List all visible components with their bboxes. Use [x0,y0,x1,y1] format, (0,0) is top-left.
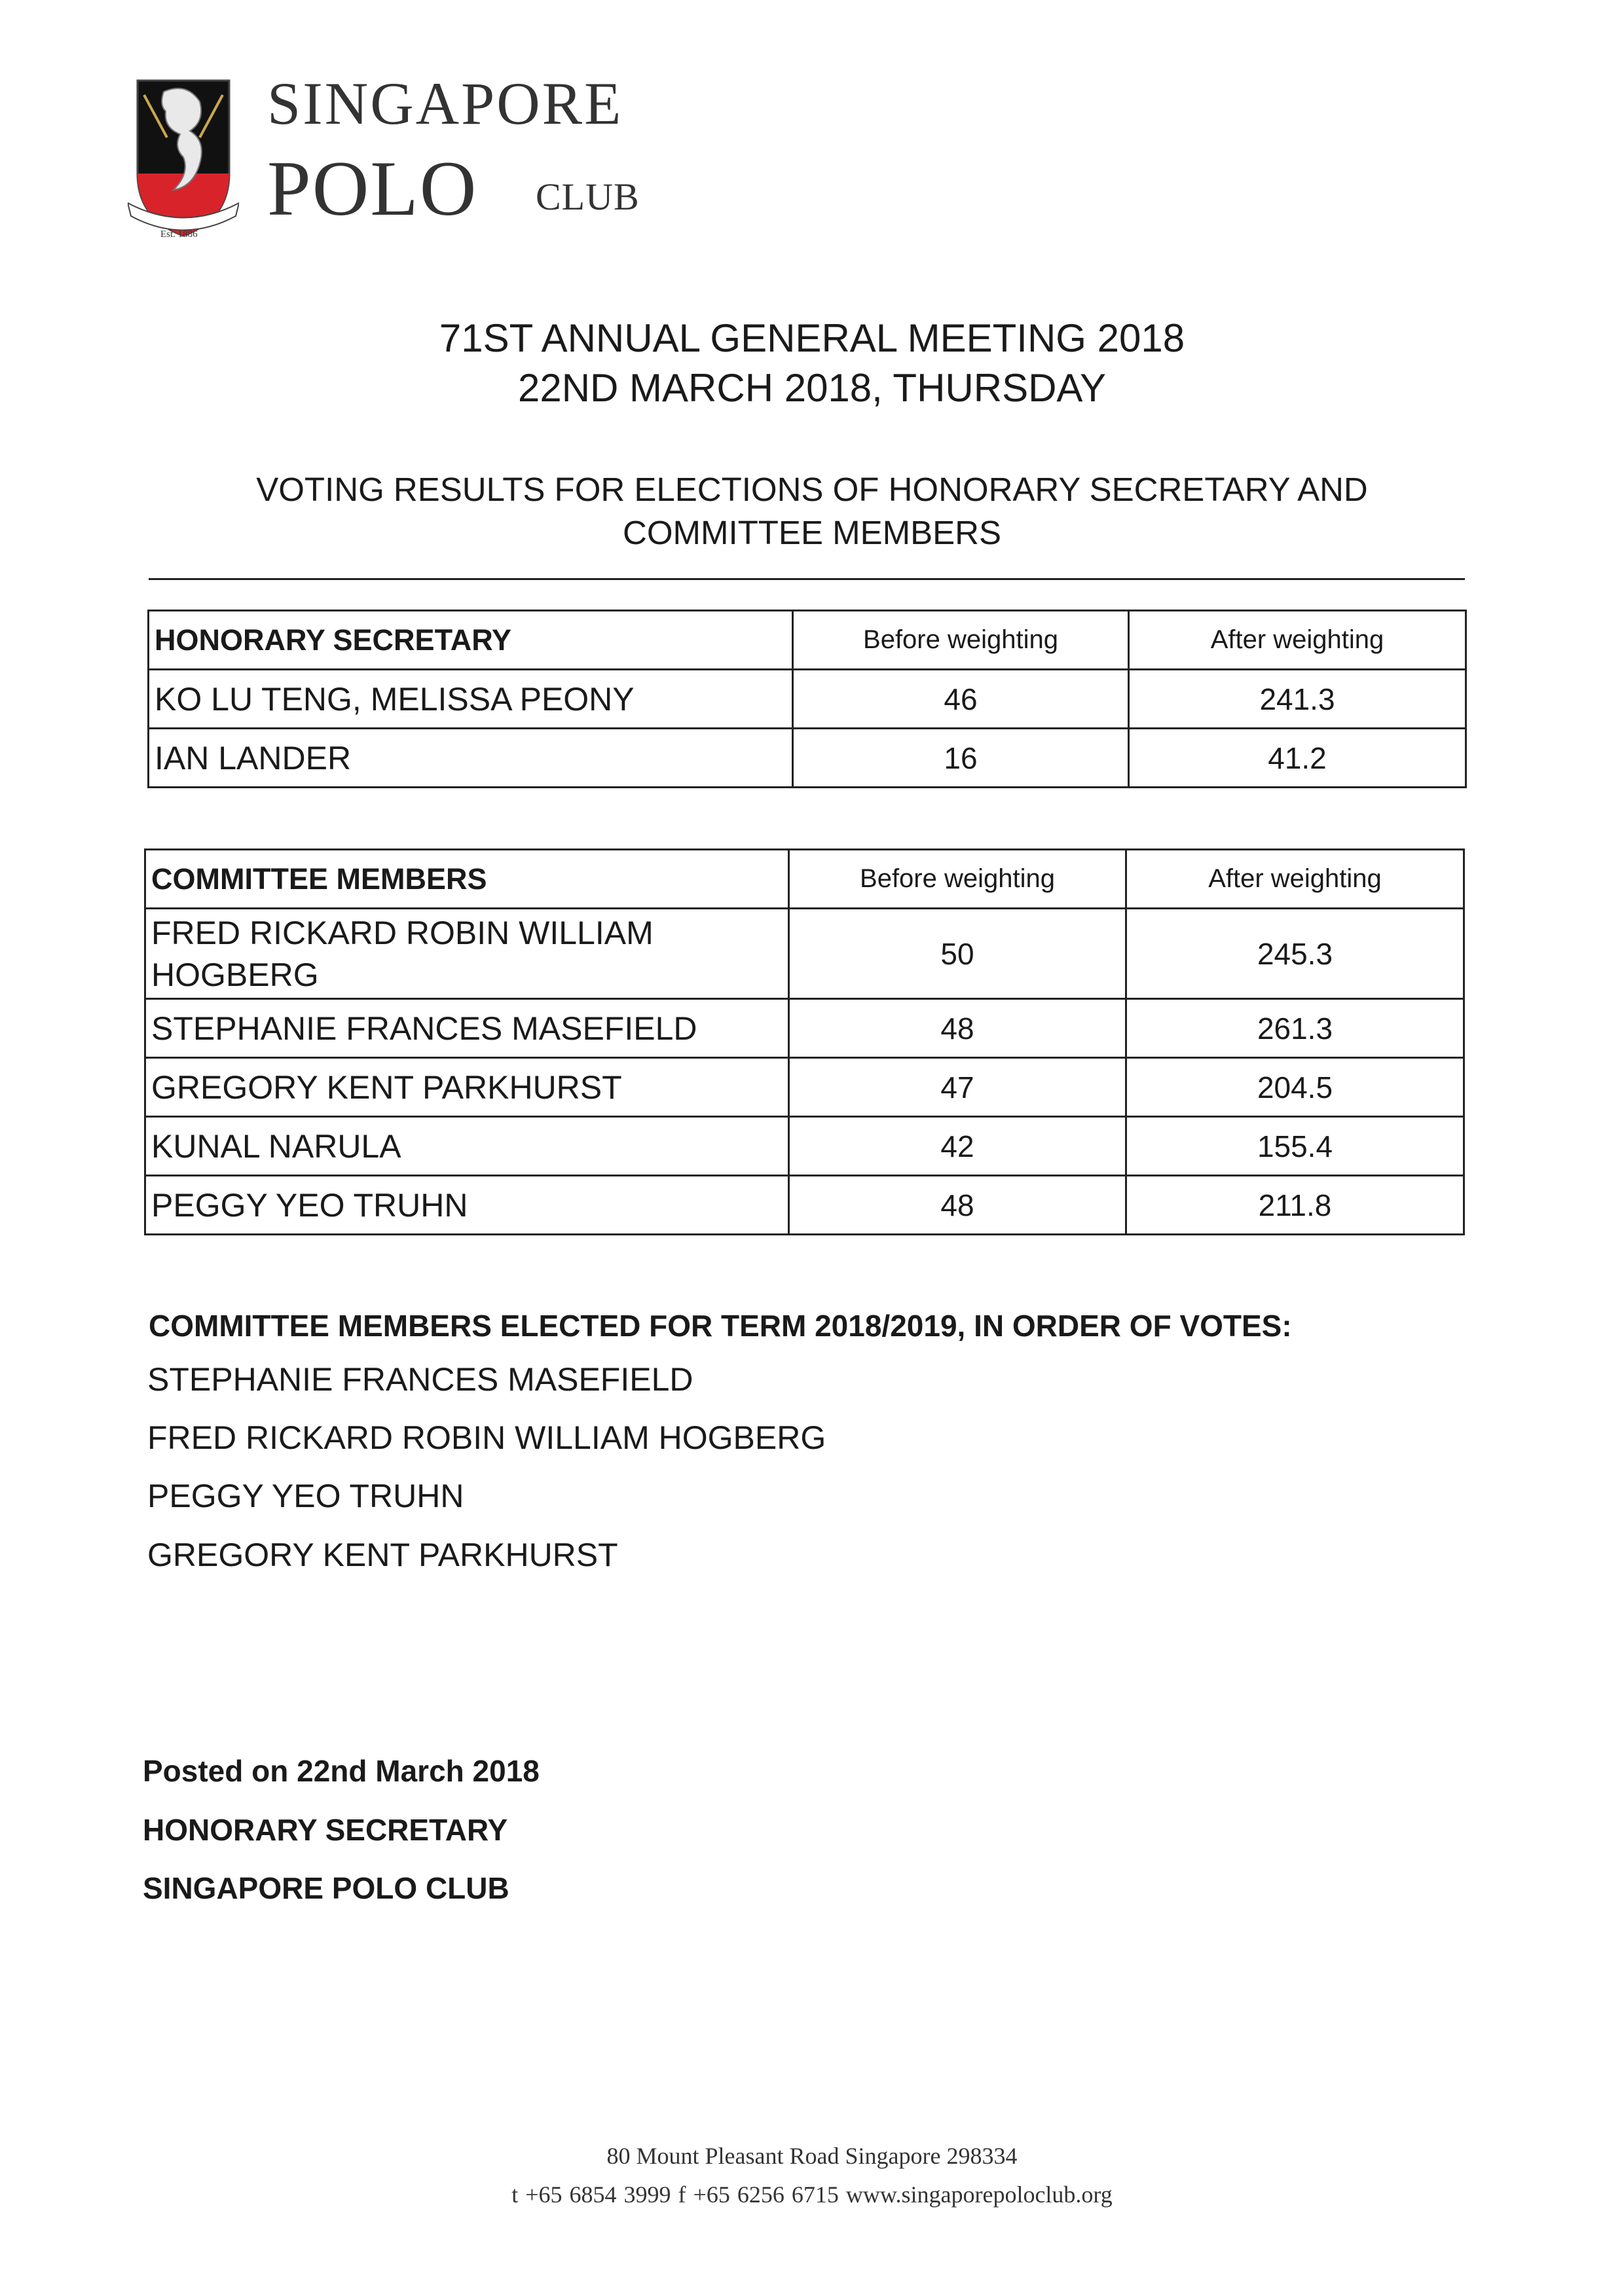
table-row [145,999,1464,1058]
candidate-name: KO LU TENG, MELISSA PEONY [149,670,793,729]
table-header-row [145,850,1464,909]
candidate-name-line1: FRED RICKARD ROBIN WILLIAM [151,914,654,951]
table-heading: HONORARY SECRETARY [149,611,793,670]
table-heading: COMMITTEE MEMBERS [145,850,789,909]
votes-before: 42 [789,1117,1126,1176]
brand-name-line3: CLUB [536,175,640,218]
column-header-before: Before weighting [789,850,1126,909]
table-row [145,1058,1464,1117]
signatory-title: HONORARY SECRETARY [143,1813,508,1847]
table-row [145,1117,1464,1176]
votes-after: 211.8 [1126,1176,1464,1235]
section-subtitle-line1: VOTING RESULTS FOR ELECTIONS OF HONORARY SECRETARY AND [256,471,1368,508]
footer-address: 80 Mount Pleasant Road Singapore 298334 [606,2143,1018,2169]
signatory-organization: SINGAPORE POLO CLUB [143,1871,509,1905]
elected-heading: COMMITTEE MEMBERS ELECTED FOR TERM 2018/2019, IN ORDER OF VOTES: [149,1309,1292,1343]
table-header-row [149,611,1466,670]
established-label: Est. 1886 [160,229,198,240]
table-row [149,729,1466,788]
meeting-date: 22ND MARCH 2018, THURSDAY [517,366,1107,410]
votes-after: 204.5 [1126,1058,1464,1117]
votes-after: 241.3 [1129,670,1466,729]
committee-results-table [144,848,1465,1235]
brand-name-line1: SINGAPORE [267,70,623,137]
votes-after: 155.4 [1126,1117,1464,1176]
votes-before: 47 [789,1058,1126,1117]
candidate-name-line2: HOGBERG [151,956,319,993]
elected-member: GREGORY KENT PARKHURST [147,1537,618,1573]
candidate-name: IAN LANDER [149,729,793,788]
table-row [145,909,1464,999]
candidate-name: STEPHANIE FRANCES MASEFIELD [145,999,789,1058]
candidate-name: KUNAL NARULA [145,1117,789,1176]
footer-contact: t +65 6854 3999 f +65 6256 6715 www.singaporepoloclub.org [511,2181,1113,2208]
votes-before: 50 [789,909,1126,999]
votes-after: 41.2 [1129,729,1466,788]
votes-before: 46 [793,670,1129,729]
candidate-name [145,909,789,999]
elected-member: STEPHANIE FRANCES MASEFIELD [147,1361,693,1398]
column-header-after: After weighting [1129,611,1466,670]
table-row [145,1176,1464,1235]
brand-name-line2: POLO [267,145,478,232]
table-row [149,670,1466,729]
votes-before: 48 [789,999,1126,1058]
votes-after: 245.3 [1126,909,1464,999]
votes-after: 261.3 [1126,999,1464,1058]
votes-before: 48 [789,1176,1126,1235]
section-subtitle-line2: COMMITTEE MEMBERS [622,514,1001,551]
votes-before: 16 [793,729,1129,788]
candidate-name: PEGGY YEO TRUHN [145,1176,789,1235]
column-header-after: After weighting [1126,850,1464,909]
elected-member: FRED RICKARD ROBIN WILLIAM HOGBERG [147,1419,826,1456]
document-title: 71ST ANNUAL GENERAL MEETING 2018 [439,316,1185,360]
polo-club-crest-icon [128,75,239,239]
column-header-before: Before weighting [793,611,1129,670]
posted-date: Posted on 22nd March 2018 [143,1754,540,1788]
divider [149,578,1465,580]
secretary-results-table [147,610,1467,788]
candidate-name: GREGORY KENT PARKHURST [145,1058,789,1117]
elected-member: PEGGY YEO TRUHN [147,1478,464,1514]
